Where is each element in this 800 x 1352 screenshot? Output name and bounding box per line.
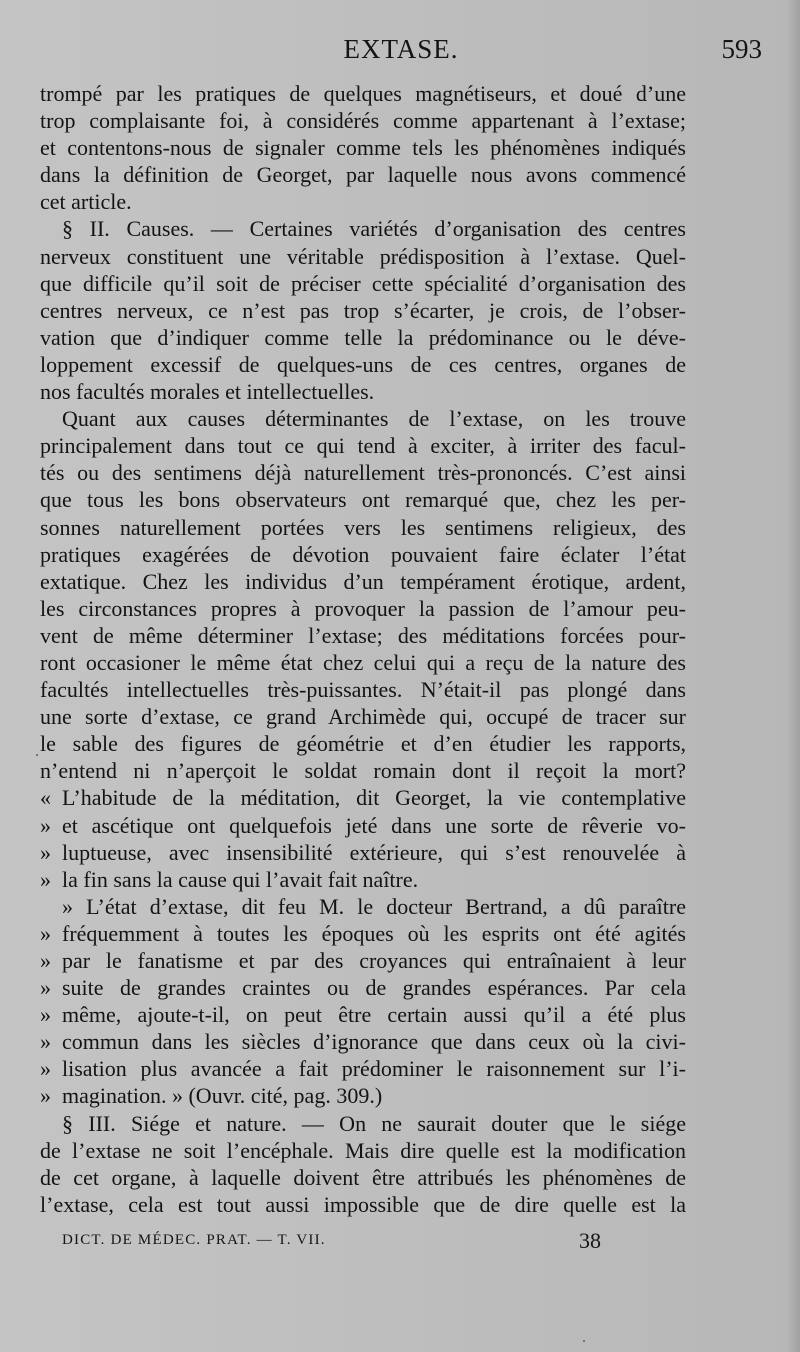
text-line: sonnes naturellement portées vers les sentimens religieux, des [40, 514, 686, 540]
quote-line: » L’état d’extase, dit feu M. le docteur Bertrand, a dû paraître [62, 893, 686, 919]
text-line: principalement dans tout ce qui tend à exciter, à irriter des facul- [40, 433, 686, 459]
section-heading-causes: § II. Causes. — Certaines variétés d’organisation des centres [62, 216, 686, 242]
paper-speck [583, 1340, 585, 1342]
text-line: une sorte d’extase, ce grand Archimède qui, occupé de tracer sur [40, 704, 686, 730]
text-line: cet article. [40, 189, 132, 215]
quote-text: et ascétique ont quelquefois jeté dans une sorte de rêverie vo- [62, 812, 686, 838]
guillemet: » [40, 1002, 51, 1028]
quote-line [40, 812, 686, 839]
guillemet: » [40, 1083, 51, 1109]
text-line: nerveux constituent une véritable prédisposition à l’extase. Quel- [40, 243, 686, 269]
text-line: trompé par les pratiques de quelques magnétiseurs, et doué d’une [40, 81, 686, 106]
quote-text: fréquemment à toutes les époques où les esprits ont été agités [62, 920, 686, 946]
guillemet: » [40, 839, 51, 865]
quote-text: par le fanatisme et par des croyances qui entraînaient à leur [62, 948, 686, 973]
page-header [40, 34, 762, 68]
quote-line [40, 920, 686, 947]
quote-text: la fin sans la cause qui l’avait fait naître. [62, 866, 419, 892]
paper-speck [36, 754, 38, 756]
text-line: vent de même déterminer l’extase; des méditations forcées pour- [40, 622, 686, 648]
text-line: nos facultés morales et intellectuelles. [40, 379, 375, 405]
text-line: et contentons-nous de signaler comme tels les phénomènes indiqués [40, 135, 686, 161]
quote-text: luptueuse, avec insensibilité extérieure, qui s’est renouvelée à [62, 839, 686, 865]
text-line: de l’extase ne soit l’encéphale. Mais dire quelle est la modification [40, 1137, 686, 1163]
quote-line [40, 974, 686, 1001]
text-line: les circonstances propres à provoquer la passion de l’amour peu- [40, 595, 686, 621]
page-footer [62, 1228, 622, 1254]
quote-line [40, 784, 686, 811]
text-line: que difficile qu’il soit de préciser cette spécialité d’organisation des [40, 270, 686, 296]
text-line: le sable des figures de géométrie et d’en étudier les rapports, [40, 731, 686, 757]
text-line: de cet organe, à laquelle doivent être attribués les phénomènes de [40, 1164, 686, 1190]
text-line: l’extase, cela est tout aussi impossible que de dire quelle est la [40, 1191, 686, 1217]
text-line: dans la définition de Georget, par laquelle nous avons commencé [40, 162, 686, 188]
quote-text: suite de grandes craintes ou de grandes espérances. Par cela [62, 975, 686, 1001]
guillemet: » [40, 1056, 51, 1082]
text-line: pratiques exagérées de dévotion pouvaient faire éclater l’état [40, 541, 686, 567]
quote-text: lisation plus avancée a fait prédominer le raisonnement sur l’i- [62, 1056, 686, 1082]
page-number: 593 [721, 34, 762, 64]
text-line: trop complaisante foi, à considérés comme appartenant à l’extase; [40, 108, 686, 134]
text-line: vation que d’indiquer comme telle la prédominance ou le déve- [40, 324, 686, 350]
text-line: que tous les bons observateurs ont remarqué que, chez les per- [40, 487, 686, 513]
quote-text: commun dans les siècles d’ignorance que dans ceux où la civi- [62, 1029, 686, 1055]
page-edge-shadow [786, 0, 800, 1352]
guillemet: « [40, 785, 51, 811]
text-line: Quant aux causes déterminantes de l’extase, on les trouve [62, 406, 686, 432]
text-line: ront occasioner le même état chez celui qui a reçu de la nature des [40, 649, 686, 675]
section-heading-siege: § III. Siége et nature. — On ne saurait douter que le siége [62, 1110, 686, 1136]
quote-line [40, 1028, 686, 1055]
quote-line [40, 1001, 686, 1028]
body-text [40, 80, 686, 1218]
quote-line [40, 947, 686, 974]
text-line: tés ou des sentimens déjà naturellement très-prononcés. C’est ainsi [40, 460, 686, 486]
quote-text: même, ajoute-t-il, on peut être certain aussi qu’il a été plus [62, 1002, 686, 1028]
quote-line [40, 1055, 686, 1082]
text-line: n’entend ni n’aperçoit le soldat romain dont il reçoit la mort? [40, 758, 686, 784]
quote-line [40, 866, 686, 893]
printer-signature: DICT. DE MÉDEC. PRAT. — T. VII. [62, 1232, 326, 1248]
guillemet: » [40, 866, 51, 892]
guillemet: » [40, 812, 51, 838]
guillemet: » [40, 920, 51, 946]
quote-text: L’habitude de la méditation, dit Georget, la vie contemplative [62, 785, 686, 811]
quote-line [40, 839, 686, 866]
text-line: facultés intellectuelles très-puissantes. N’était-il pas plongé dans [40, 677, 686, 703]
guillemet: » [40, 975, 51, 1001]
text-line: extatique. Chez les individus d’un tempérament érotique, ardent, [40, 568, 686, 594]
quote-line [40, 1082, 686, 1109]
text-line: loppement excessif de quelques-uns de ces centres, organes de [40, 351, 686, 377]
signature-mark: 38 [579, 1228, 601, 1253]
guillemet: » [40, 1029, 51, 1055]
text-line: centres nerveux, ce n’est pas trop s’écarter, je crois, de l’obser- [40, 297, 686, 323]
quote-text: magination. » (Ouvr. cité, pag. 309.) [62, 1083, 383, 1109]
guillemet: » [40, 948, 51, 973]
running-title: EXTASE. [343, 34, 459, 64]
